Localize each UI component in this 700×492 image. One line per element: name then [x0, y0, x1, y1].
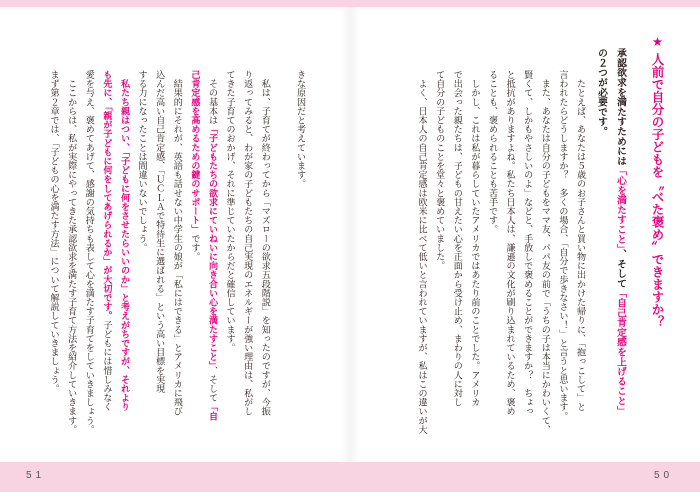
text-line — [99, 70, 113, 440]
body-text: よく、日本人の自己肯定感は欧米に比べて低いと言われていますが、私はこの違いが大 — [416, 70, 427, 434]
heading-line — [613, 48, 627, 428]
text-line — [240, 70, 254, 440]
text-line — [258, 70, 272, 440]
body-text: ることも、褒められることも苦手です。 — [487, 70, 497, 234]
body-text: 子どもには惜しみなく — [101, 320, 112, 412]
text-line — [432, 70, 446, 440]
right-page — [350, 0, 700, 492]
text-line — [538, 70, 552, 440]
highlight-text: 「心を満たすこと」 — [615, 165, 626, 249]
body-text: たとえば、あなたは５歳のお子さんと買い物に出かけた帰りに、「抱っこして」と — [575, 70, 585, 412]
page-number: 51 — [26, 470, 46, 481]
text-line — [82, 70, 96, 440]
text-line — [573, 70, 587, 440]
body-text: 、そして — [207, 365, 217, 403]
body-text: 愛を与え、褒めてあげて、感謝の気持ちも表して心を満たす子育てをしていきましょう。 — [83, 70, 94, 434]
highlight-text: 「子どもたちの欲求にていねいに向き合い心を満たすこと」 — [207, 124, 217, 366]
body-text: する力になったことは間違いないでしょう。 — [136, 70, 147, 252]
bold-text: の２つが必要です。 — [596, 48, 607, 137]
text-line — [415, 70, 429, 440]
text-line — [520, 70, 534, 440]
text-line — [170, 70, 184, 440]
text-line — [64, 70, 78, 440]
body-text: 込んだ高い自己肯定感、「ＵＣＬＡで特待生に選ばれる」という高い目標を実現 — [154, 70, 165, 394]
heading-line — [594, 48, 608, 428]
text-line — [293, 70, 307, 440]
text-line — [485, 70, 499, 440]
body-text: で出会った親たちは、子どもの甘えたい心を正面から受け止め、まわりの人に対し — [451, 70, 462, 407]
text-line — [152, 70, 166, 440]
bold-text: 承認欲求を満たすためには — [615, 48, 626, 166]
body-text: きな原因だと考えています。 — [295, 70, 305, 189]
text-line — [555, 70, 569, 440]
highlight-text: 「自 — [207, 402, 217, 421]
body-text: と抵抗がありますよね。私たち日本人は、謙遜の文化が刷り込まれているため、褒め — [504, 70, 515, 416]
body-text: です。 — [189, 233, 200, 262]
star-icon: ★ — [650, 34, 665, 49]
text-line — [503, 70, 517, 440]
text-line — [450, 70, 464, 440]
body-text — [119, 70, 129, 79]
body-text: り返ってみると、わが家の子どもたちの自己実現のエネルギーが強い理由は、私がし — [242, 70, 253, 416]
text-line — [187, 70, 201, 440]
body-text: その基本は — [207, 70, 217, 125]
body-text: ここからは、私が実際にやってきた承認欲求を満たす子育て方法を紹介していきます。 — [66, 70, 77, 434]
text-line — [47, 70, 61, 440]
body-text: 賢くて、しかもやさしいのよ」などと、手放しで褒めることができますか？ ちょっ — [522, 70, 533, 416]
highlight-text: 「自己肯定感を上げること」 — [615, 288, 626, 416]
body-text: てきた子育てのおかげ、それに準じていたからだと確信しています。 — [224, 70, 235, 353]
text-line — [223, 70, 237, 440]
body-text: また、あなたは自分の子どもをママ友、パパ友の前で「うちの子は本当にかわいくて、 — [539, 70, 550, 434]
highlight-text: 私たち親はつい、「子どもに何をさせたらいいのか」と考えがちですが、それより — [119, 79, 129, 412]
body-text: 結果的にそれが、英語も話せない中学生の娘が「私にはできる」とアメリカに飛び — [171, 70, 182, 416]
page-number: 50 — [654, 470, 674, 481]
title-text: 人前で自分の子どもを〝べた褒め〟できますか？ — [650, 53, 665, 328]
body-text: しかし、これは私が暮らしていたアメリカではあたり前のことでした。アメリカ — [469, 70, 480, 407]
text-line — [135, 70, 149, 440]
body-text: て自分の子どものことを堂々と褒めていました。 — [434, 70, 445, 271]
text-line — [117, 70, 131, 440]
chapter-section-title — [648, 34, 666, 354]
bold-text: 、そして — [615, 248, 626, 289]
blank-line — [275, 70, 289, 440]
highlight-text: 己肯定感を高めるための鍵のサポート」 — [189, 70, 200, 234]
body-text: まず第２章では、「子どもの心を満たす方法」について解説していきましょう。 — [48, 70, 59, 394]
text-line — [205, 70, 219, 440]
text-line — [467, 70, 481, 440]
body-text: 言われたらどうしますか？ 多くの場合、「自分で歩きなさい！」と言うと思います。 — [557, 70, 568, 421]
body-text: 私は、子育てが終わってから「マズローの欲求五段階説」を知ったのですが、今振 — [259, 70, 270, 416]
highlight-text: も先に、「親が子どもに何をしてあげられるか」が大切です。 — [101, 70, 112, 321]
